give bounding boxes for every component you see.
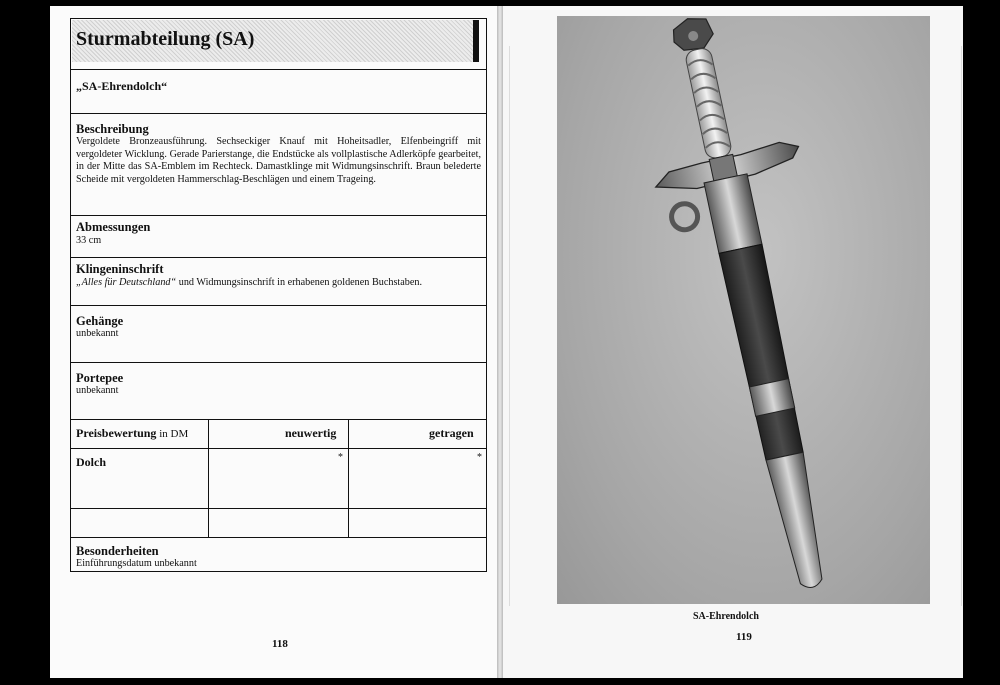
blade-inscription-section — [71, 257, 486, 306]
column-new: neuwertig — [285, 426, 337, 440]
special-section — [71, 537, 486, 574]
blade-inscription-quote: „Alles für Deutschland“ — [76, 277, 177, 288]
item-name: „SA-Ehrendolch“ — [76, 79, 168, 93]
description-heading: Beschreibung — [76, 122, 149, 136]
left-page — [50, 6, 497, 678]
blade-inscription-text — [76, 277, 481, 290]
special-heading: Besonderheiten — [76, 544, 159, 558]
dagger-photo — [557, 16, 930, 604]
column-worn: getragen — [429, 426, 474, 440]
page-number-left: 118 — [272, 638, 288, 650]
dimensions-value: 33 cm — [76, 235, 102, 246]
catalog-entry-frame — [70, 18, 487, 572]
right-page — [503, 6, 963, 678]
dagger-illustration — [557, 16, 930, 604]
dimensions-heading: Abmessungen — [76, 220, 151, 234]
page-number-right: 119 — [736, 631, 752, 643]
price-table — [71, 419, 486, 538]
dimensions-section — [71, 215, 486, 258]
bleed-through-right — [933, 46, 962, 606]
bleed-through-left — [509, 46, 550, 606]
row-dagger-worn-value: * — [477, 452, 482, 463]
description-text: Vergoldete Bronzeausführung. Sechseckiger Knauf mit Hoheitsadler, Elfenbeingriff mit vergoldeter Wicklung. Gerade Parierstange, die Endstücke als vollplastische Adlerköpfe gearbeitet, in der Mitte das SA-Emblem im Rechteck. Damastklinge mit Widmungsinschrift. Braun belederte Scheide mit vergoldeten Hammerschlag-Beschlägen und einem Trageing. — [76, 136, 481, 185]
description-section — [71, 113, 486, 216]
portepee-value: unbekannt — [76, 385, 119, 396]
item-name-row — [71, 69, 486, 114]
hanger-heading: Gehänge — [76, 314, 124, 328]
row-dagger-label: Dolch — [76, 455, 106, 469]
hanger-section — [71, 305, 486, 363]
portepee-heading: Portepee — [76, 371, 124, 385]
blade-inscription-heading: Klingeninschrift — [76, 262, 164, 276]
price-unit: in DM — [156, 428, 189, 440]
photo-caption: SA-Ehrendolch — [693, 611, 759, 622]
special-value: Einführungsdatum unbekannt — [76, 558, 197, 569]
hanger-value: unbekannt — [76, 328, 119, 339]
section-title: Sturmabteilung (SA) — [76, 28, 255, 50]
row-dagger-new-value: * — [338, 452, 343, 463]
portepee-section — [71, 362, 486, 420]
section-title-bar — [72, 20, 479, 62]
blade-inscription-rest: und Widmungsinschrift in erhabenen goldenen Buchstaben. — [176, 277, 423, 288]
price-table-header — [76, 426, 188, 441]
price-heading: Preisbewertung — [76, 426, 157, 440]
